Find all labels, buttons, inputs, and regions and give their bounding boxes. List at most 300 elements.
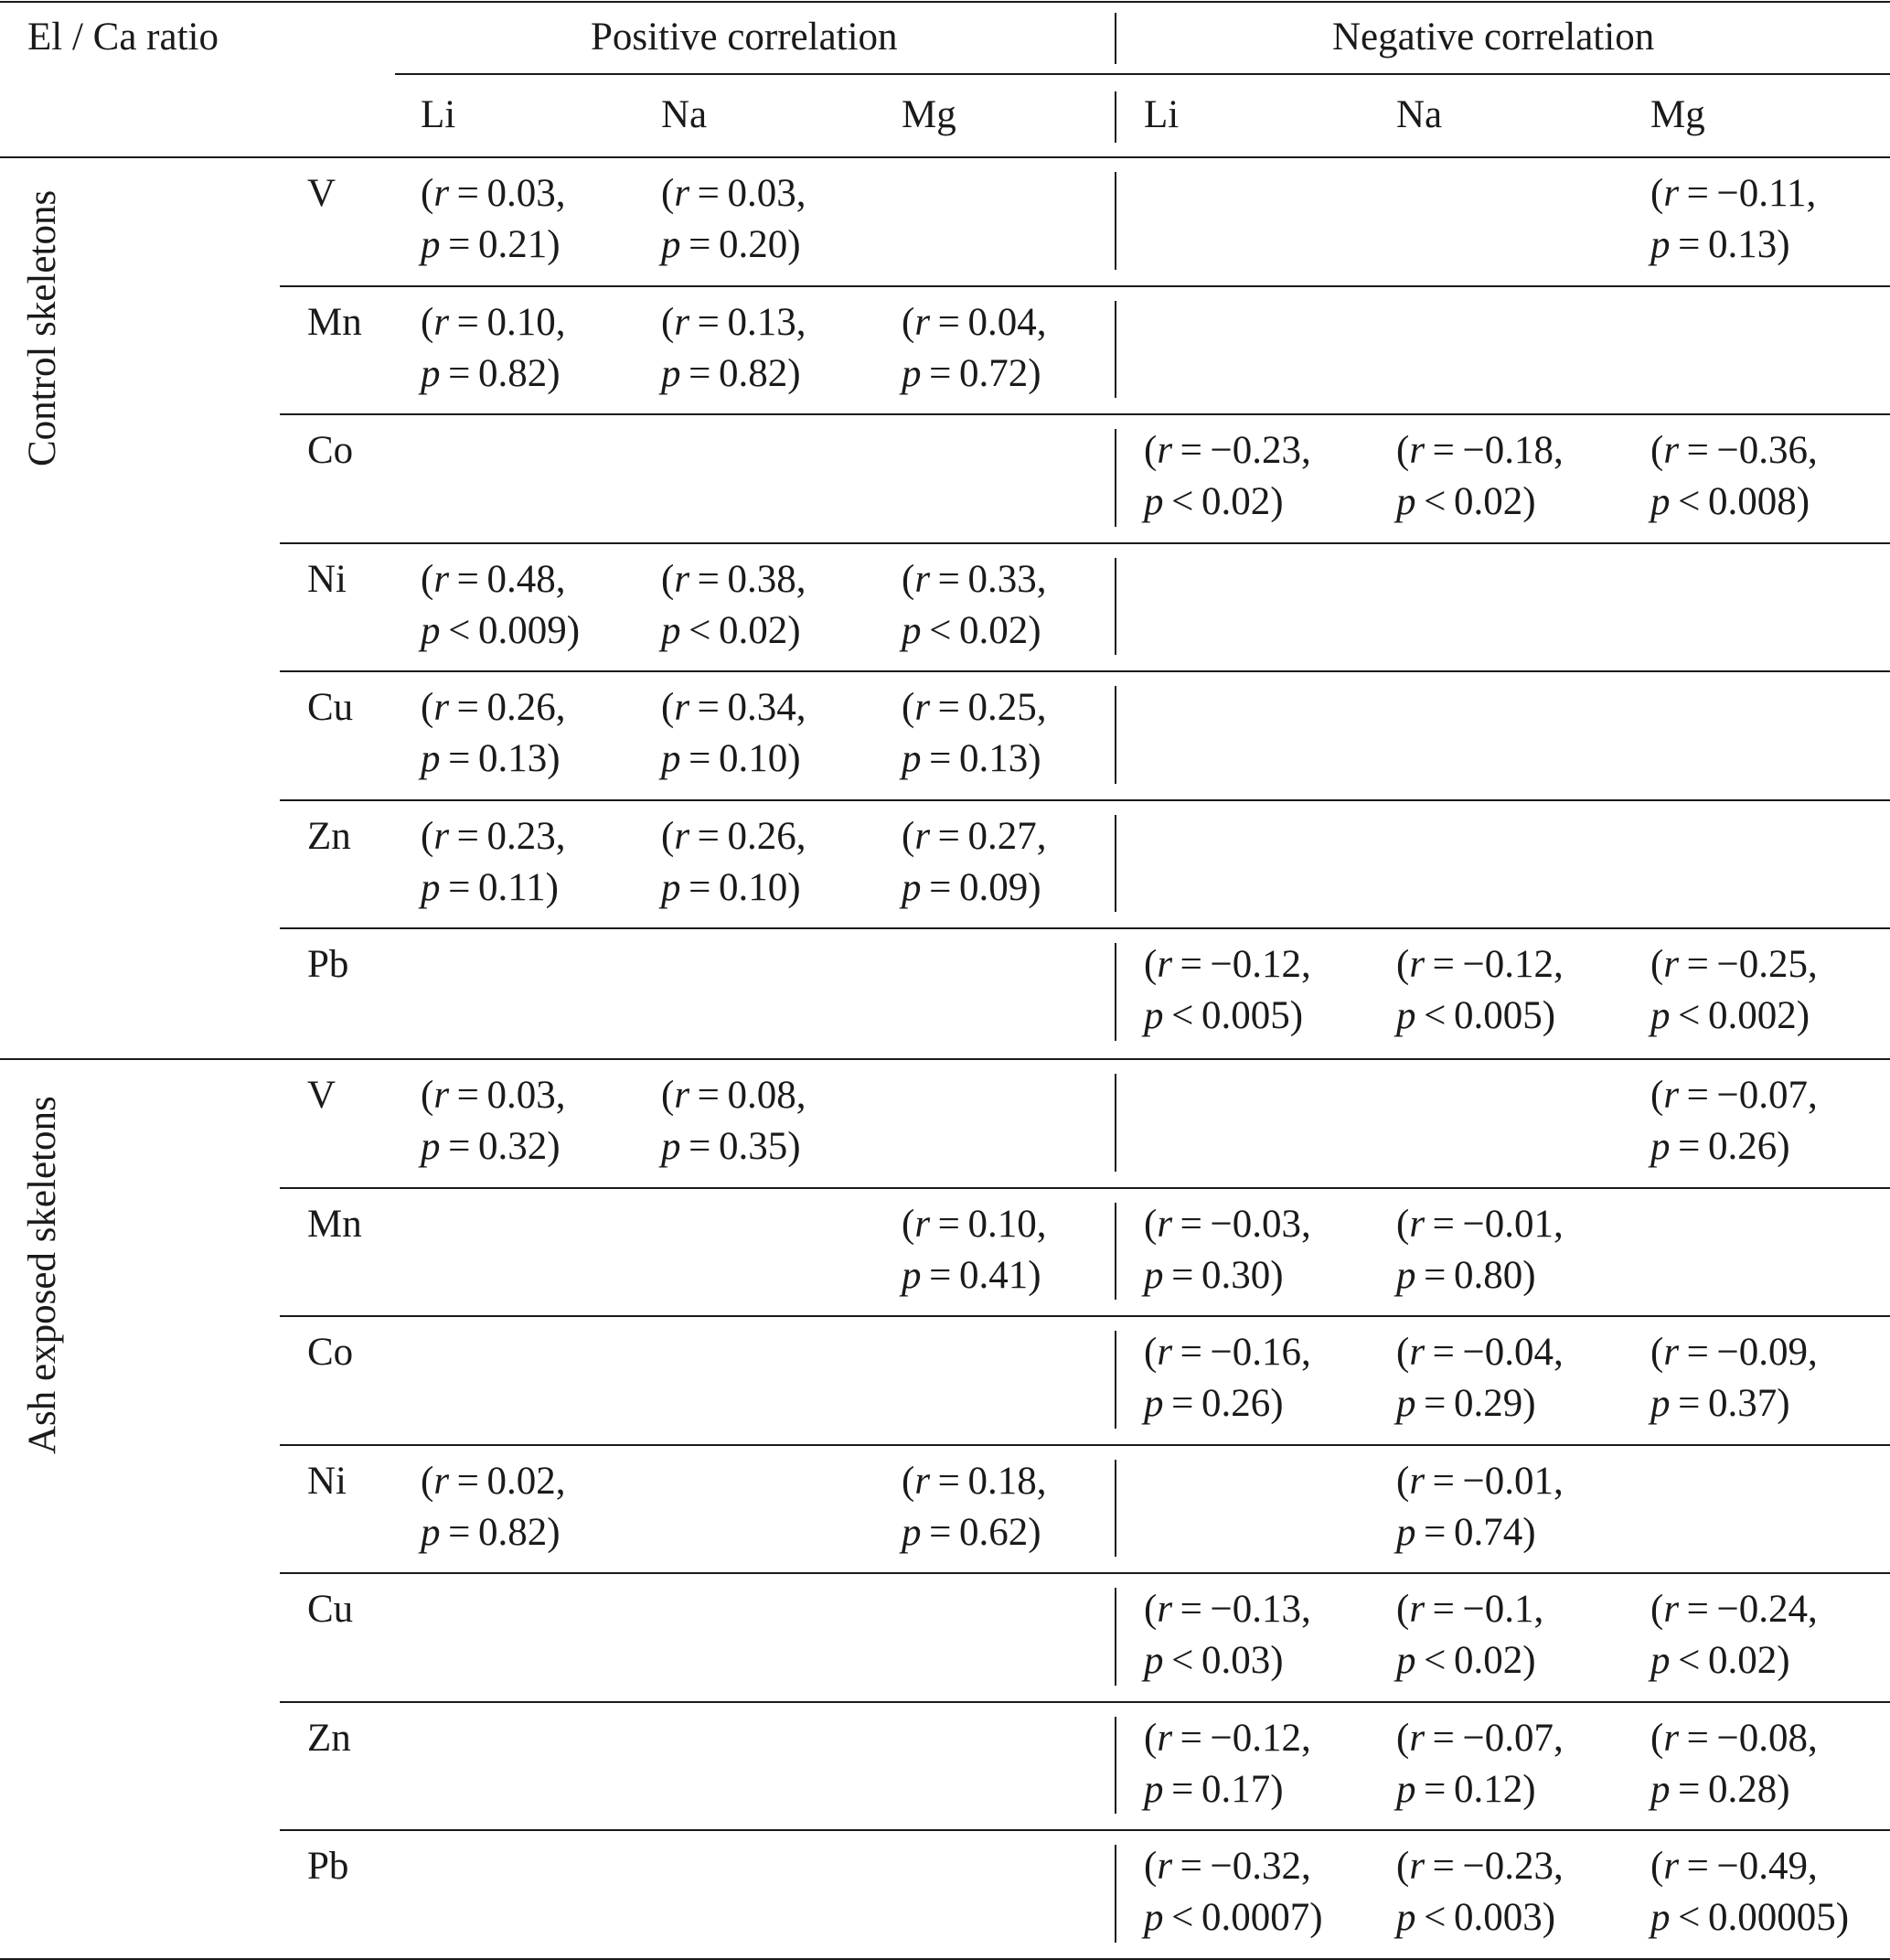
r-number: 0.48 — [486, 557, 556, 601]
p-operator: = — [929, 351, 952, 395]
correlation-cell — [1144, 425, 1311, 528]
p-operator: = — [689, 351, 711, 395]
r-value: (r = −0.49, — [1650, 1845, 1818, 1888]
header-bottom-rule — [0, 156, 1890, 158]
p-number: 0.28 — [1707, 1767, 1778, 1811]
row-rule — [280, 1572, 1890, 1574]
correlation-cell — [902, 682, 1047, 785]
p-number: 0.002 — [1707, 994, 1797, 1037]
correlation-cell — [1396, 1713, 1564, 1815]
r-number: −0.11 — [1716, 172, 1807, 215]
r-number: −0.01 — [1462, 1202, 1554, 1246]
p-operator: = — [1424, 1767, 1447, 1811]
p-number: 0.13 — [477, 737, 548, 780]
element-label: Mn — [307, 1202, 362, 1246]
p-operator: = — [1678, 1125, 1701, 1168]
p-number: 0.20 — [718, 223, 788, 266]
r-value: (r = 0.04, — [902, 300, 1047, 344]
r-number: −0.49 — [1716, 1845, 1809, 1888]
correlation-cell — [661, 554, 806, 657]
column-divider — [1115, 558, 1116, 656]
p-operator: < — [1678, 1896, 1701, 1939]
r-number: 0.10 — [967, 1202, 1037, 1246]
p-value: p < 0.02) — [1650, 1639, 1790, 1682]
r-number: 0.03 — [727, 172, 796, 215]
element-label: Co — [307, 429, 354, 472]
p-operator: < — [1171, 1896, 1194, 1939]
r-value: (r = −0.03, — [1144, 1202, 1311, 1246]
p-value: p < 0.02) — [661, 608, 801, 652]
r-value: (r = 0.03, — [421, 172, 566, 215]
p-operator: = — [448, 1510, 471, 1554]
p-operator: < — [1171, 994, 1194, 1037]
p-number: 0.82 — [477, 1510, 548, 1554]
correlation-cell — [1396, 1199, 1564, 1301]
negative-correlation-header: Negative correlation — [1332, 16, 1655, 59]
correlation-cell — [1650, 425, 1818, 528]
group-label: Ash exposed skeletons — [21, 1096, 64, 1454]
p-value: p = 0.13) — [421, 737, 561, 780]
r-number: −0.1 — [1462, 1588, 1534, 1631]
p-value: p = 0.82) — [661, 351, 801, 395]
p-value: p = 0.10) — [661, 737, 801, 780]
r-value: (r = 0.34, — [661, 686, 806, 729]
r-number: −0.24 — [1716, 1588, 1809, 1631]
column-divider — [1115, 815, 1116, 913]
p-number: 0.17 — [1201, 1767, 1271, 1811]
r-number: −0.12 — [1210, 1716, 1302, 1760]
element-label: Ni — [307, 557, 347, 601]
r-value: (r = 0.23, — [421, 814, 566, 858]
r-number: −0.18 — [1462, 429, 1554, 472]
r-number: −0.23 — [1210, 429, 1302, 472]
p-operator: < — [1171, 1639, 1194, 1682]
row-rule — [280, 1187, 1890, 1189]
p-number: 0.41 — [958, 1253, 1029, 1297]
p-value: p < 0.02) — [902, 608, 1041, 652]
r-value: (r = −0.36, — [1650, 429, 1818, 472]
r-number: 0.04 — [967, 300, 1037, 344]
correlation-cell — [1650, 1327, 1818, 1430]
p-operator: < — [1678, 994, 1701, 1037]
element-label: Pb — [307, 1845, 349, 1888]
correlation-cell — [1650, 1713, 1818, 1815]
r-value: (r = −0.08, — [1650, 1716, 1818, 1760]
r-number: 0.08 — [727, 1074, 796, 1117]
p-value: p < 0.002) — [1650, 994, 1810, 1037]
p-number: 0.00005 — [1707, 1896, 1836, 1939]
correlation-cell — [661, 168, 806, 271]
correlation-cell — [661, 682, 806, 785]
p-value: p = 0.30) — [1144, 1253, 1284, 1297]
correlation-cell — [421, 1070, 566, 1173]
r-value: (r = 0.03, — [661, 172, 806, 215]
r-value: (r = −0.12, — [1144, 1716, 1311, 1760]
column-divider — [1115, 1203, 1116, 1301]
correlation-cell — [1144, 939, 1311, 1042]
correlation-cell — [421, 682, 566, 785]
sub-header-pos-na: Na — [661, 93, 708, 136]
p-number: 0.72 — [958, 351, 1029, 395]
p-operator: = — [448, 737, 471, 780]
correlation-cell — [902, 1199, 1047, 1301]
r-number: 0.25 — [967, 686, 1037, 729]
p-operator: < — [1424, 1639, 1447, 1682]
r-number: −0.16 — [1210, 1331, 1302, 1374]
p-number: 0.02 — [718, 608, 788, 652]
r-number: −0.25 — [1716, 943, 1809, 986]
correlation-cell — [1396, 939, 1564, 1042]
p-operator: = — [689, 223, 711, 266]
r-number: −0.07 — [1462, 1716, 1554, 1760]
p-number: 0.003 — [1453, 1896, 1543, 1939]
r-value: (r = 0.03, — [421, 1074, 566, 1117]
r-number: −0.01 — [1462, 1459, 1554, 1503]
p-value: p = 0.20) — [661, 223, 801, 266]
r-number: 0.18 — [967, 1459, 1037, 1503]
r-value: (r = −0.32, — [1144, 1845, 1311, 1888]
r-value: (r = −0.12, — [1144, 943, 1311, 986]
row-rule — [280, 927, 1890, 929]
p-number: 0.37 — [1707, 1382, 1778, 1425]
r-value: (r = −0.24, — [1650, 1588, 1818, 1631]
p-operator: = — [689, 865, 711, 909]
p-value: p = 0.12) — [1396, 1767, 1536, 1811]
p-number: 0.005 — [1201, 994, 1290, 1037]
r-number: 0.33 — [967, 557, 1037, 601]
r-number: 0.03 — [486, 172, 556, 215]
correlation-cell — [1144, 1327, 1311, 1430]
r-number: −0.23 — [1462, 1845, 1554, 1888]
row-rule — [280, 1444, 1890, 1446]
element-label: Zn — [307, 814, 351, 858]
p-number: 0.26 — [1201, 1382, 1271, 1425]
correlation-cell — [1144, 1841, 1323, 1944]
p-number: 0.12 — [1453, 1767, 1523, 1811]
p-operator: = — [929, 1253, 952, 1297]
r-number: 0.27 — [967, 814, 1037, 858]
r-number: −0.12 — [1210, 943, 1302, 986]
p-value: p = 0.35) — [661, 1125, 801, 1168]
p-value: p < 0.0007) — [1144, 1896, 1323, 1939]
p-operator: < — [929, 608, 952, 652]
sub-header-pos-li: Li — [421, 93, 456, 136]
correlation-cell — [902, 811, 1047, 914]
p-number: 0.11 — [477, 865, 546, 909]
p-number: 0.0007 — [1201, 1896, 1310, 1939]
r-number: 0.34 — [727, 686, 796, 729]
p-operator: = — [448, 865, 471, 909]
r-value: (r = −0.1, — [1396, 1588, 1544, 1631]
r-value: (r = −0.01, — [1396, 1459, 1564, 1503]
p-number: 0.82 — [477, 351, 548, 395]
element-label: Cu — [307, 686, 354, 729]
sub-header-neg-li: Li — [1144, 93, 1180, 136]
correlation-cell — [1650, 1070, 1818, 1173]
p-value: p = 0.80) — [1396, 1253, 1536, 1297]
r-number: −0.09 — [1716, 1331, 1809, 1374]
r-number: −0.32 — [1210, 1845, 1302, 1888]
correlation-cell — [1650, 939, 1818, 1042]
row-rule — [280, 1701, 1890, 1703]
header-divider — [1115, 13, 1116, 64]
correlation-cell — [1396, 1584, 1543, 1687]
p-number: 0.13 — [958, 737, 1029, 780]
p-value: p < 0.03) — [1144, 1639, 1284, 1682]
p-number: 0.09 — [958, 865, 1029, 909]
p-value: p < 0.005) — [1144, 994, 1304, 1037]
p-value: p = 0.82) — [421, 1510, 561, 1554]
p-value: p = 0.62) — [902, 1510, 1041, 1554]
sub-header-neg-mg: Mg — [1650, 93, 1705, 136]
p-value: p = 0.26) — [1144, 1382, 1284, 1425]
correlation-cell — [1144, 1584, 1311, 1687]
correlation-cell — [421, 554, 580, 657]
correlation-cell — [1396, 1841, 1564, 1944]
r-value: (r = 0.26, — [421, 686, 566, 729]
p-number: 0.10 — [718, 865, 788, 909]
column-divider — [1115, 1717, 1116, 1815]
element-label: V — [307, 1074, 336, 1117]
r-number: 0.13 — [727, 300, 796, 344]
p-value: p = 0.82) — [421, 351, 561, 395]
column-divider — [1115, 1460, 1116, 1558]
p-value: p = 0.21) — [421, 223, 561, 266]
p-value: p = 0.72) — [902, 351, 1041, 395]
p-operator: = — [929, 737, 952, 780]
p-number: 0.80 — [1453, 1253, 1523, 1297]
p-value: p < 0.02) — [1144, 480, 1284, 523]
r-value: (r = 0.10, — [902, 1202, 1047, 1246]
p-operator: = — [1171, 1253, 1194, 1297]
r-number: −0.07 — [1716, 1074, 1809, 1117]
p-value: p < 0.009) — [421, 608, 581, 652]
p-operator: = — [1171, 1767, 1194, 1811]
r-value: (r = 0.25, — [902, 686, 1047, 729]
p-value: p = 0.29) — [1396, 1382, 1536, 1425]
p-number: 0.009 — [477, 608, 567, 652]
column-divider — [1115, 1845, 1116, 1943]
element-label: Ni — [307, 1459, 347, 1503]
r-number: −0.04 — [1462, 1331, 1554, 1374]
correlation-cell — [661, 1070, 806, 1173]
column-divider — [1115, 429, 1116, 527]
column-divider — [1115, 172, 1116, 270]
row-rule — [280, 285, 1890, 287]
row-rule — [280, 1829, 1890, 1831]
r-number: 0.03 — [486, 1074, 556, 1117]
p-operator: < — [1678, 480, 1701, 523]
group-header-rule — [395, 73, 1890, 75]
correlation-cell — [1650, 1584, 1818, 1687]
element-label: Zn — [307, 1716, 351, 1760]
r-number: 0.10 — [486, 300, 556, 344]
r-value: (r = −0.12, — [1396, 943, 1564, 986]
p-operator: = — [1171, 1382, 1194, 1425]
r-value: (r = −0.25, — [1650, 943, 1818, 986]
r-number: −0.12 — [1462, 943, 1554, 986]
r-value: (r = 0.26, — [661, 814, 806, 858]
row-rule — [280, 799, 1890, 801]
r-number: 0.26 — [486, 686, 556, 729]
p-number: 0.03 — [1201, 1639, 1271, 1682]
p-number: 0.21 — [477, 223, 548, 266]
correlation-cell — [1396, 425, 1564, 528]
p-value: p = 0.13) — [902, 737, 1041, 780]
r-value: (r = 0.18, — [902, 1459, 1047, 1503]
r-number: 0.02 — [486, 1459, 556, 1503]
p-number: 0.02 — [958, 608, 1029, 652]
p-number: 0.008 — [1707, 480, 1797, 523]
column-divider — [1115, 943, 1116, 1041]
p-value: p = 0.26) — [1650, 1125, 1790, 1168]
correlation-cell — [902, 297, 1047, 400]
r-value: (r = −0.04, — [1396, 1331, 1564, 1374]
r-value: (r = 0.13, — [661, 300, 806, 344]
correlation-cell — [421, 168, 566, 271]
r-value: (r = −0.07, — [1396, 1716, 1564, 1760]
element-label: Cu — [307, 1588, 354, 1631]
r-value: (r = −0.07, — [1650, 1074, 1818, 1117]
sub-header-pos-mg: Mg — [902, 93, 956, 136]
p-value: p < 0.02) — [1396, 1639, 1536, 1682]
p-number: 0.13 — [1707, 223, 1778, 266]
column-divider — [1115, 301, 1116, 399]
positive-correlation-header: Positive correlation — [591, 16, 898, 59]
r-value: (r = 0.02, — [421, 1459, 566, 1503]
p-operator: < — [689, 608, 711, 652]
p-value: p < 0.008) — [1650, 480, 1810, 523]
correlation-cell — [661, 811, 806, 914]
correlation-cell — [421, 811, 566, 914]
p-operator: < — [1678, 1639, 1701, 1682]
row-rule — [280, 413, 1890, 415]
correlation-cell — [1396, 1327, 1564, 1430]
p-operator: = — [929, 865, 952, 909]
p-number: 0.02 — [1453, 480, 1523, 523]
r-value: (r = −0.09, — [1650, 1331, 1818, 1374]
r-value: (r = −0.01, — [1396, 1202, 1564, 1246]
p-number: 0.82 — [718, 351, 788, 395]
r-value: (r = 0.38, — [661, 557, 806, 601]
correlation-cell — [1396, 1456, 1564, 1558]
p-operator: = — [1678, 1382, 1701, 1425]
correlation-cell — [1144, 1713, 1311, 1815]
p-operator: = — [1424, 1253, 1447, 1297]
corner-header: El / Ca ratio — [27, 16, 219, 59]
p-value: p = 0.28) — [1650, 1767, 1790, 1811]
element-label: V — [307, 172, 336, 215]
r-number: −0.03 — [1210, 1202, 1302, 1246]
p-value: p = 0.10) — [661, 865, 801, 909]
r-number: −0.13 — [1210, 1588, 1302, 1631]
column-divider — [1115, 1331, 1116, 1429]
column-divider — [1115, 686, 1116, 784]
r-value: (r = 0.10, — [421, 300, 566, 344]
r-value: (r = −0.13, — [1144, 1588, 1311, 1631]
correlation-cell — [902, 554, 1047, 657]
element-label: Mn — [307, 300, 362, 344]
p-value: p = 0.37) — [1650, 1382, 1790, 1425]
subheader-divider — [1115, 91, 1116, 143]
p-value: p = 0.13) — [1650, 223, 1790, 266]
p-operator: = — [1678, 1767, 1701, 1811]
p-operator: = — [448, 223, 471, 266]
p-number: 0.62 — [958, 1510, 1029, 1554]
p-operator: = — [929, 1510, 952, 1554]
top-rule — [0, 1, 1890, 3]
row-rule — [280, 1315, 1890, 1317]
element-label: Pb — [307, 943, 349, 986]
p-number: 0.26 — [1707, 1125, 1778, 1168]
row-rule — [280, 542, 1890, 544]
p-operator: < — [1424, 1896, 1447, 1939]
p-number: 0.10 — [718, 737, 788, 780]
p-operator: = — [1424, 1510, 1447, 1554]
p-number: 0.29 — [1453, 1382, 1523, 1425]
r-value: (r = 0.33, — [902, 557, 1047, 601]
correlation-cell — [902, 1456, 1047, 1558]
correlation-cell — [661, 297, 806, 400]
p-value: p = 0.41) — [902, 1253, 1041, 1297]
p-operator: < — [1424, 480, 1447, 523]
p-value: p < 0.003) — [1396, 1896, 1556, 1939]
p-value: p = 0.11) — [421, 865, 559, 909]
p-number: 0.74 — [1453, 1510, 1523, 1554]
p-operator: = — [448, 1125, 471, 1168]
r-value: (r = 0.27, — [902, 814, 1047, 858]
r-number: −0.36 — [1716, 429, 1809, 472]
p-value: p = 0.09) — [902, 865, 1041, 909]
p-number: 0.005 — [1453, 994, 1543, 1037]
p-operator: = — [1424, 1382, 1447, 1425]
p-operator: < — [1171, 480, 1194, 523]
r-number: 0.38 — [727, 557, 796, 601]
p-operator: = — [448, 351, 471, 395]
p-value: p < 0.00005) — [1650, 1896, 1850, 1939]
p-value: p = 0.17) — [1144, 1767, 1284, 1811]
p-operator: = — [689, 1125, 711, 1168]
group-rule — [0, 1058, 1890, 1060]
p-number: 0.02 — [1453, 1639, 1523, 1682]
p-value: p = 0.32) — [421, 1125, 561, 1168]
r-value: (r = −0.23, — [1396, 1845, 1564, 1888]
column-divider — [1115, 1588, 1116, 1686]
row-rule — [280, 670, 1890, 672]
element-label: Co — [307, 1331, 354, 1374]
correlation-cell — [1650, 168, 1816, 271]
p-number: 0.02 — [1201, 480, 1271, 523]
p-number: 0.02 — [1707, 1639, 1778, 1682]
correlation-cell — [421, 297, 566, 400]
sub-header-neg-na: Na — [1396, 93, 1443, 136]
p-number: 0.32 — [477, 1125, 548, 1168]
r-value: (r = 0.08, — [661, 1074, 806, 1117]
column-divider — [1115, 1074, 1116, 1172]
p-value: p < 0.02) — [1396, 480, 1536, 523]
r-value: (r = −0.18, — [1396, 429, 1564, 472]
p-operator: < — [1424, 994, 1447, 1037]
r-value: (r = −0.16, — [1144, 1331, 1311, 1374]
p-number: 0.30 — [1201, 1253, 1271, 1297]
r-number: 0.26 — [727, 814, 796, 858]
correlation-cell — [1144, 1199, 1311, 1301]
p-value: p = 0.74) — [1396, 1510, 1536, 1554]
r-value: (r = 0.48, — [421, 557, 566, 601]
r-value: (r = −0.11, — [1650, 172, 1817, 215]
correlation-cell — [421, 1456, 566, 1558]
r-number: 0.23 — [486, 814, 556, 858]
